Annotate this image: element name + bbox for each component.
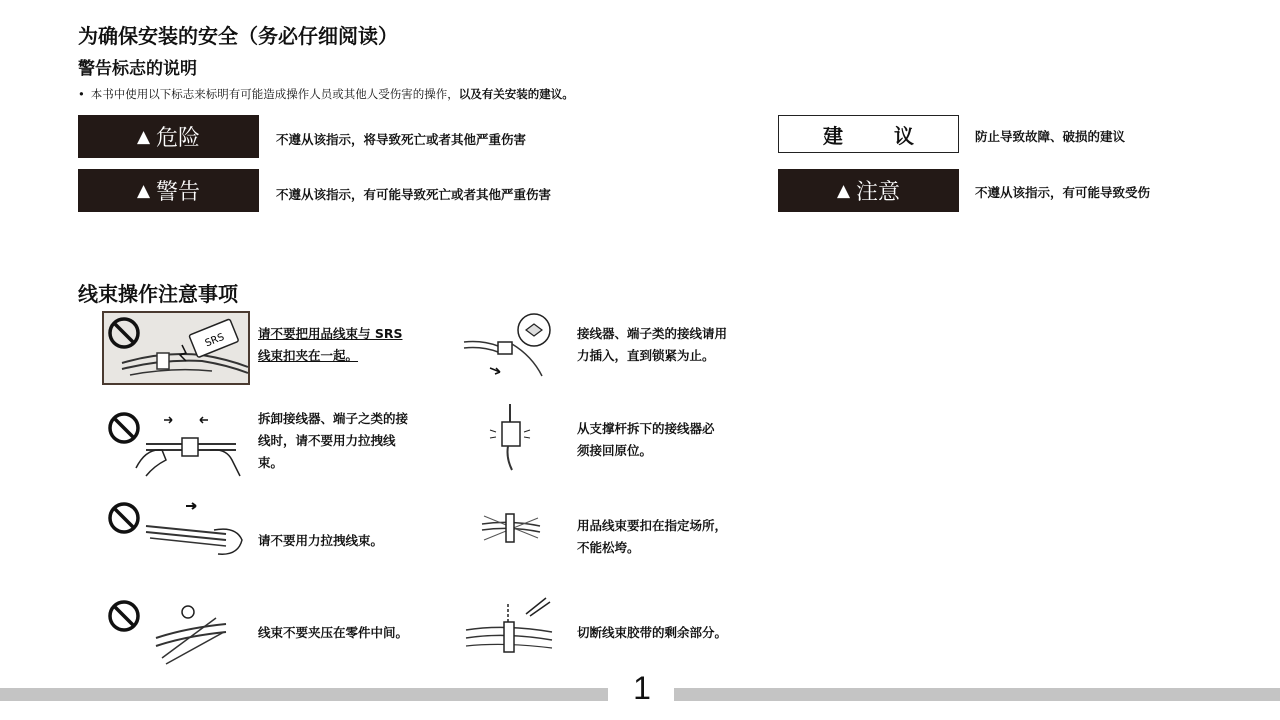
- insert-connector-illustration: [462, 312, 558, 380]
- caution-label: 注意: [856, 180, 901, 205]
- caption-line: 力插入，直到锁紧为止。: [577, 348, 715, 363]
- warning-meaning: 不遵从该指示，有可能导致死亡或者其他严重伤害: [276, 187, 552, 202]
- caption-right-4: [577, 622, 727, 644]
- caption-line: 不能松垮。: [577, 540, 640, 555]
- caption-line: 拆卸接线器、端子之类的接: [258, 411, 409, 426]
- pinched-harness-illustration: [106, 598, 236, 668]
- intro-text: 本书中使用以下标志来标明有可能造成操作人员或其他人受伤害的操作，: [90, 87, 459, 101]
- prohibited-icon: [110, 504, 138, 532]
- advice-label: 建 议: [823, 123, 936, 148]
- caption-line: 请不要把用品线束与 SRS: [258, 326, 403, 341]
- caption-line: 请不要用力拉拽线束。: [258, 533, 384, 548]
- clamp-harness-illustration: [480, 508, 542, 548]
- bullet: •: [78, 87, 85, 101]
- caption-left-3: [258, 530, 383, 552]
- advice-sign: [778, 115, 959, 153]
- caption-right-2: [577, 418, 715, 462]
- srs-harness-illustration: [102, 311, 250, 385]
- caption-line: 束。: [258, 455, 284, 470]
- caption-right-3: [577, 515, 727, 559]
- warning-triangle-icon: ▲: [136, 180, 151, 201]
- caption-line: 切断线束胶带的剩余部分。: [577, 625, 728, 640]
- footer-rule-left: [0, 688, 608, 701]
- danger-meaning: 不遵从该指示，将导致死亡或者其他严重伤害: [276, 132, 527, 147]
- srs-tag: SRS: [203, 331, 226, 350]
- warning-label: 警告: [156, 180, 201, 205]
- danger-sign: [78, 115, 259, 158]
- footer-rule-right: [674, 688, 1280, 701]
- pull-connector-illustration: [106, 408, 250, 478]
- advice-meaning: 防止导致故障、破损的建议: [975, 129, 1126, 144]
- caption-line: 线束不要夹压在零件中间。: [258, 625, 409, 640]
- caution-sign: [778, 169, 959, 212]
- page-number: 1: [633, 670, 651, 706]
- caption-line: 接线器、端子类的接线请用: [577, 326, 728, 341]
- warning-sign: [78, 169, 259, 212]
- caption-line: 从支撑杆拆下的接线器必: [577, 421, 715, 436]
- caption-left-1: [258, 323, 402, 367]
- caption-line: 线时，请不要用力拉拽线: [258, 433, 396, 448]
- danger-label: 危险: [156, 126, 201, 151]
- cut-tape-illustration: [464, 594, 556, 658]
- caption-line: 须接回原位。: [577, 443, 653, 458]
- warning-triangle-icon: ▲: [836, 180, 851, 201]
- harness-section-title: 线束操作注意事项: [78, 282, 238, 306]
- page-title: 为确保安装的安全（务必仔细阅读）: [78, 24, 398, 48]
- prohibited-icon: [110, 602, 138, 630]
- reattach-connector-illustration: [486, 402, 536, 472]
- warning-signs-heading: 警告标志的说明: [78, 59, 197, 79]
- caution-meaning: 不遵从该指示，有可能导致受伤: [975, 185, 1151, 200]
- intro-paragraph: [78, 86, 574, 102]
- pull-harness-illustration: [106, 500, 250, 566]
- caption-left-4: [258, 622, 408, 644]
- caption-line: 用品线束要扣在指定场所，: [577, 518, 728, 533]
- caption-line: 线束扣夹在一起。: [258, 348, 359, 363]
- prohibited-icon: [110, 414, 138, 442]
- caption-left-2: [258, 408, 408, 474]
- warning-triangle-icon: ▲: [136, 126, 151, 147]
- caption-right-1: [577, 323, 727, 367]
- intro-bold-text: 以及有关安装的建议。: [458, 87, 574, 101]
